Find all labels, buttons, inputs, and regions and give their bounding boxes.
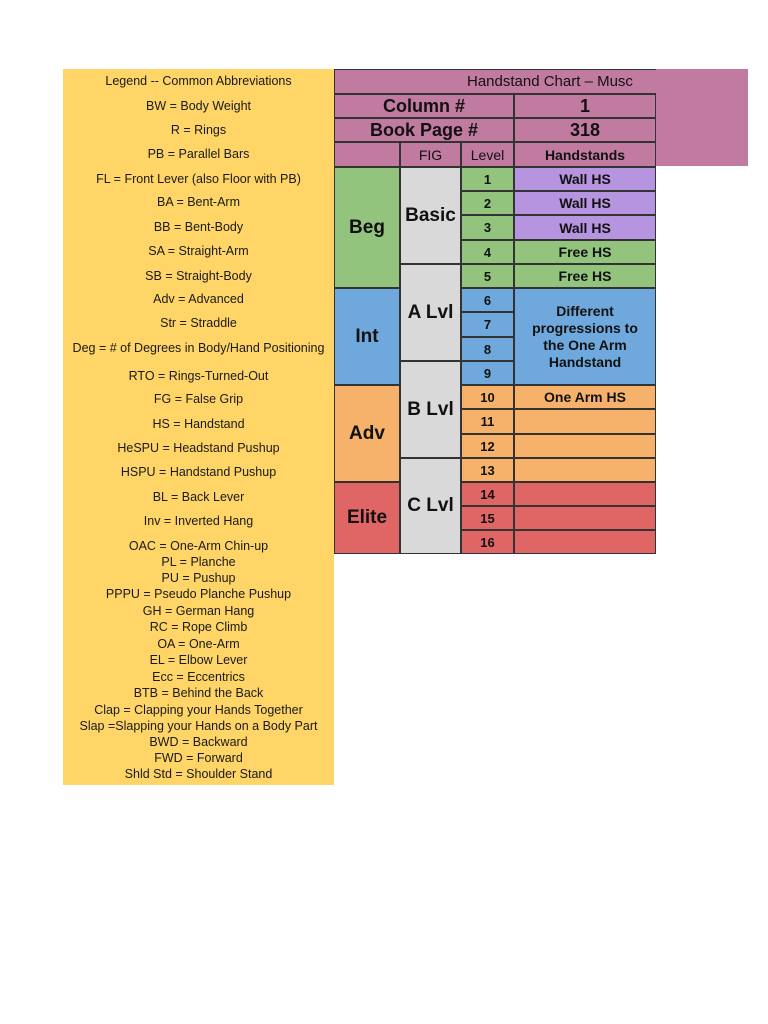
legend-title: Legend -- Common Abbreviations bbox=[105, 74, 292, 88]
legend-item: FG = False Grip bbox=[153, 392, 244, 406]
legend-item: PU = Pushup bbox=[161, 571, 236, 585]
legend-item: Adv = Advanced bbox=[153, 292, 244, 306]
level-cell: 6 bbox=[461, 288, 514, 312]
level-cell: 14 bbox=[461, 482, 514, 506]
category-intermediate: Int bbox=[334, 288, 400, 385]
legend-item: GH = German Hang bbox=[142, 604, 255, 618]
legend-item: Clap = Clapping your Hands Together bbox=[94, 703, 303, 717]
level-cell: 3 bbox=[461, 215, 514, 240]
level-cell: 15 bbox=[461, 506, 514, 530]
legend-item: SA = Straight-Arm bbox=[148, 244, 249, 258]
legend-item: BTB = Behind the Back bbox=[133, 686, 264, 700]
exercise-cell: One Arm HS bbox=[514, 385, 656, 409]
legend-item: Deg = # of Degrees in Body/Hand Positioning bbox=[72, 341, 325, 355]
legend-item: FWD = Forward bbox=[154, 751, 243, 765]
header-extension bbox=[656, 69, 748, 166]
fig-basic: Basic bbox=[400, 167, 461, 264]
level-cell: 11 bbox=[461, 409, 514, 434]
header-fig: FIG bbox=[400, 142, 461, 167]
legend-item: PL = Planche bbox=[161, 555, 236, 569]
fig-c-level: C Lvl bbox=[400, 458, 461, 554]
legend-panel bbox=[63, 69, 334, 785]
legend-item: OA = One-Arm bbox=[157, 637, 240, 651]
exercise-cell: Free HS bbox=[514, 264, 656, 288]
exercise-cell-empty bbox=[514, 530, 656, 554]
exercise-cell: Wall HS bbox=[514, 167, 656, 191]
category-advanced: Adv bbox=[334, 385, 400, 482]
legend-item: OAC = One-Arm Chin-up bbox=[128, 539, 269, 553]
level-cell: 2 bbox=[461, 191, 514, 215]
chart-title: Handstand Chart – Musc bbox=[334, 69, 656, 94]
legend-item: Slap =Slapping your Hands on a Body Part bbox=[79, 719, 318, 733]
legend-item: RTO = Rings-Turned-Out bbox=[128, 369, 269, 383]
level-cell: 1 bbox=[461, 167, 514, 191]
legend-item: EL = Elbow Lever bbox=[149, 653, 248, 667]
level-cell: 7 bbox=[461, 312, 514, 337]
category-elite: Elite bbox=[334, 482, 400, 554]
level-cell: 10 bbox=[461, 385, 514, 409]
exercise-cell-empty bbox=[514, 506, 656, 530]
header-level: Level bbox=[461, 142, 514, 167]
legend-item: BW = Body Weight bbox=[145, 99, 252, 113]
header-exercise: Handstands bbox=[514, 142, 656, 167]
legend-item: BA = Bent-Arm bbox=[156, 195, 241, 209]
level-cell: 4 bbox=[461, 240, 514, 264]
level-cell: 12 bbox=[461, 434, 514, 458]
exercise-cell: Wall HS bbox=[514, 215, 656, 240]
exercise-cell-empty bbox=[514, 409, 656, 434]
exercise-cell-progressions: Different progressions to the One Arm Handstand bbox=[514, 288, 656, 385]
legend-item: FL = Front Lever (also Floor with PB) bbox=[96, 172, 301, 186]
exercise-cell-empty bbox=[514, 434, 656, 458]
level-cell: 8 bbox=[461, 337, 514, 361]
legend-item: PB = Parallel Bars bbox=[147, 147, 250, 161]
exercise-cell: Wall HS bbox=[514, 191, 656, 215]
legend-item: BWD = Backward bbox=[149, 735, 248, 749]
fig-b-level: B Lvl bbox=[400, 361, 461, 458]
legend-item: HS = Handstand bbox=[152, 417, 245, 431]
legend-item: SB = Straight-Body bbox=[145, 269, 252, 283]
level-cell: 9 bbox=[461, 361, 514, 385]
exercise-cell-empty bbox=[514, 482, 656, 506]
legend-item: HeSPU = Headstand Pushup bbox=[117, 441, 280, 455]
legend-item: RC = Rope Climb bbox=[149, 620, 248, 634]
legend-item: BB = Bent-Body bbox=[153, 220, 244, 234]
level-cell: 5 bbox=[461, 264, 514, 288]
legend-item: PPPU = Pseudo Planche Pushup bbox=[105, 587, 292, 601]
legend-item: Str = Straddle bbox=[160, 316, 237, 330]
legend-item: R = Rings bbox=[170, 123, 227, 137]
book-page-label: Book Page # bbox=[334, 118, 514, 142]
book-page-value: 318 bbox=[514, 118, 656, 142]
level-cell: 13 bbox=[461, 458, 514, 482]
column-label: Column # bbox=[334, 94, 514, 118]
level-cell: 16 bbox=[461, 530, 514, 554]
legend-item: Ecc = Eccentrics bbox=[152, 670, 245, 684]
header-blank bbox=[334, 142, 400, 167]
legend-item: HSPU = Handstand Pushup bbox=[120, 465, 277, 479]
category-beginner: Beg bbox=[334, 167, 400, 288]
exercise-cell-empty bbox=[514, 458, 656, 482]
fig-a-level: A Lvl bbox=[400, 264, 461, 361]
legend-item: BL = Back Lever bbox=[152, 490, 245, 504]
column-value: 1 bbox=[514, 94, 656, 118]
exercise-cell: Free HS bbox=[514, 240, 656, 264]
legend-item: Inv = Inverted Hang bbox=[143, 514, 254, 528]
legend-item: Shld Std = Shoulder Stand bbox=[124, 767, 273, 781]
